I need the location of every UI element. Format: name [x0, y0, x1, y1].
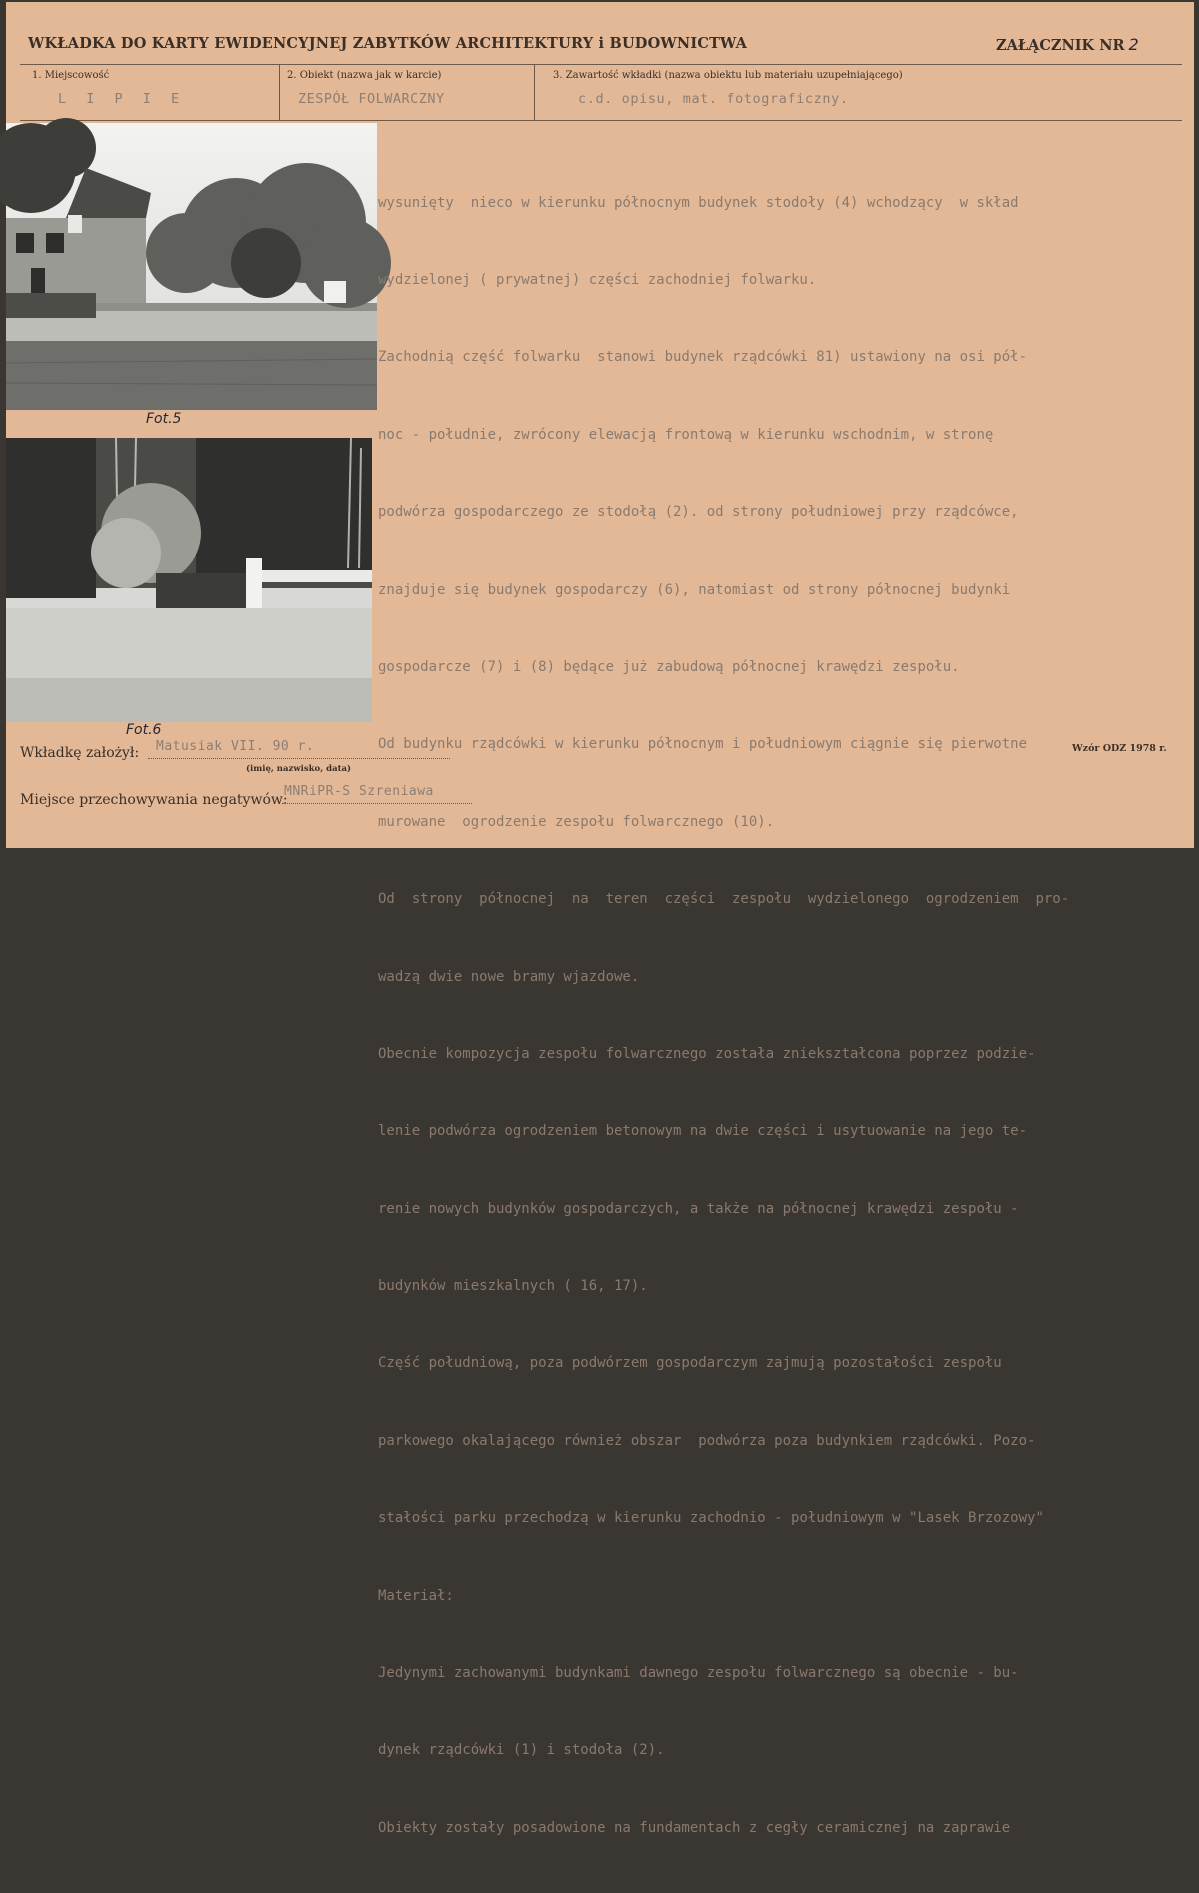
negatives-dotted-line — [282, 803, 472, 804]
text-line: Część południową, poza podwórzem gospodarczym zajmują pozostałości zespołu — [378, 1355, 1002, 1372]
text-line: Jedynymi zachowanymi budynkami dawnego zespołu folwarcznego są obecnie - bu- — [378, 1665, 1019, 1682]
record-card — [6, 2, 1194, 1836]
text-line: Obecnie kompozycja zespołu folwarcznego została zniekształcona poprzez podzie- — [378, 1045, 1036, 1062]
text-line: murowane ogrodzenie zespołu folwarcznego (10). — [378, 813, 775, 830]
text-line: znajduje się budynek gospodarczy (6), natomiast od strony północnej budynki — [378, 581, 1011, 598]
text-line: Obiekty zostały posadowione na fundamentach z cegły ceramicznej na zaprawie — [378, 1819, 1011, 1836]
author-hint: (imię, nazwisko, data) — [246, 764, 352, 774]
contents-label: 3. Zawartość wkładki (nazwa obiektu lub materiału uzupełniającego) — [553, 70, 903, 81]
text-line: budynków mieszkalnych ( 16, 17). — [378, 1278, 648, 1295]
annex-label — [996, 35, 1139, 54]
author-value: Matusiak VII. 90 r. — [156, 739, 315, 754]
negatives-label: Miejsce przechowywania negatywów: — [20, 792, 288, 808]
text-line: lenie podwórza ogrodzeniem betonowym na dwie części i usytuowanie na jego te- — [378, 1123, 1028, 1140]
text-line: Od budynku rządcówki w kierunku północnym i południowym ciągnie się pierwotne — [378, 736, 1028, 753]
photo6-caption: Fot.6 — [126, 722, 162, 738]
card-title: WKŁADKA DO KARTY EWIDENCYJNEJ ZABYTKÓW ARCHITEKTURY i BUDOWNICTWA — [28, 35, 748, 52]
author-label: Wkładkę założył: — [20, 745, 140, 761]
annex-label-text: ZAŁĄCZNIK NR — [996, 37, 1125, 54]
negatives-value: MNRiPR-S Szreniawa — [284, 784, 434, 799]
annex-number: 2 — [1128, 35, 1139, 54]
text-line: Od strony północnej na teren części zespołu wydzielonego ogrodzeniem pro- — [378, 891, 1070, 908]
object-value: ZESPÓŁ FOLWARCZNY — [298, 91, 445, 107]
text-line: Zachodnią część folwarku stanowi budynek rządcówki 81) ustawiony na osi pół- — [378, 349, 1028, 366]
text-line: podwórza gospodarczego ze stodołą (2). od strony południowej przy rządcówce, — [378, 504, 1019, 521]
object-label: 2. Obiekt (nazwa jak w karcie) — [287, 70, 442, 81]
photo-farm-building — [6, 123, 377, 410]
text-line: parkowego okalającego również obszar podwórza poza budynkiem rządcówki. Pozo- — [378, 1432, 1036, 1449]
text-line: Materiał: — [378, 1587, 454, 1604]
text-line: noc - południe, zwrócony elewacją frontową w kierunku wschodnim, w stronę — [378, 426, 994, 443]
field-divider-2 — [534, 64, 535, 120]
photo5-caption: Fot.5 — [146, 411, 182, 427]
field-divider-1 — [279, 64, 280, 120]
form-code: Wzór ODZ 1978 r. — [1072, 743, 1167, 754]
text-line: dynek rządcówki (1) i stodoła (2). — [378, 1742, 665, 1759]
contents-value: c.d. opisu, mat. fotograficzny. — [578, 91, 849, 107]
photo-park-gate — [6, 438, 372, 722]
text-line: renie nowych budynków gospodarczych, a także na północnej krawędzi zespołu - — [378, 1200, 1019, 1217]
header-rule-bottom — [20, 120, 1182, 121]
header-rule-top — [20, 64, 1182, 65]
locality-value: L I P I E — [58, 91, 186, 107]
text-line: wadzą dwie nowe bramy wjazdowe. — [378, 968, 640, 985]
text-line: gospodarcze (7) i (8) będące już zabudową północnej krawędzi zespołu. — [378, 658, 960, 675]
text-line: wysunięty nieco w kierunku północnym budynek stodoły (4) wchodzący w skład — [378, 194, 1019, 211]
text-line: stałości parku przechodzą w kierunku zachodnio - południowym w "Lasek Brzozowy" — [378, 1510, 1044, 1527]
description-text — [378, 139, 1178, 1893]
text-line: wydzielonej ( prywatnej) części zachodniej folwarku. — [378, 271, 817, 288]
author-dotted-line — [148, 758, 450, 759]
locality-label: 1. Miejscowość — [32, 70, 110, 81]
